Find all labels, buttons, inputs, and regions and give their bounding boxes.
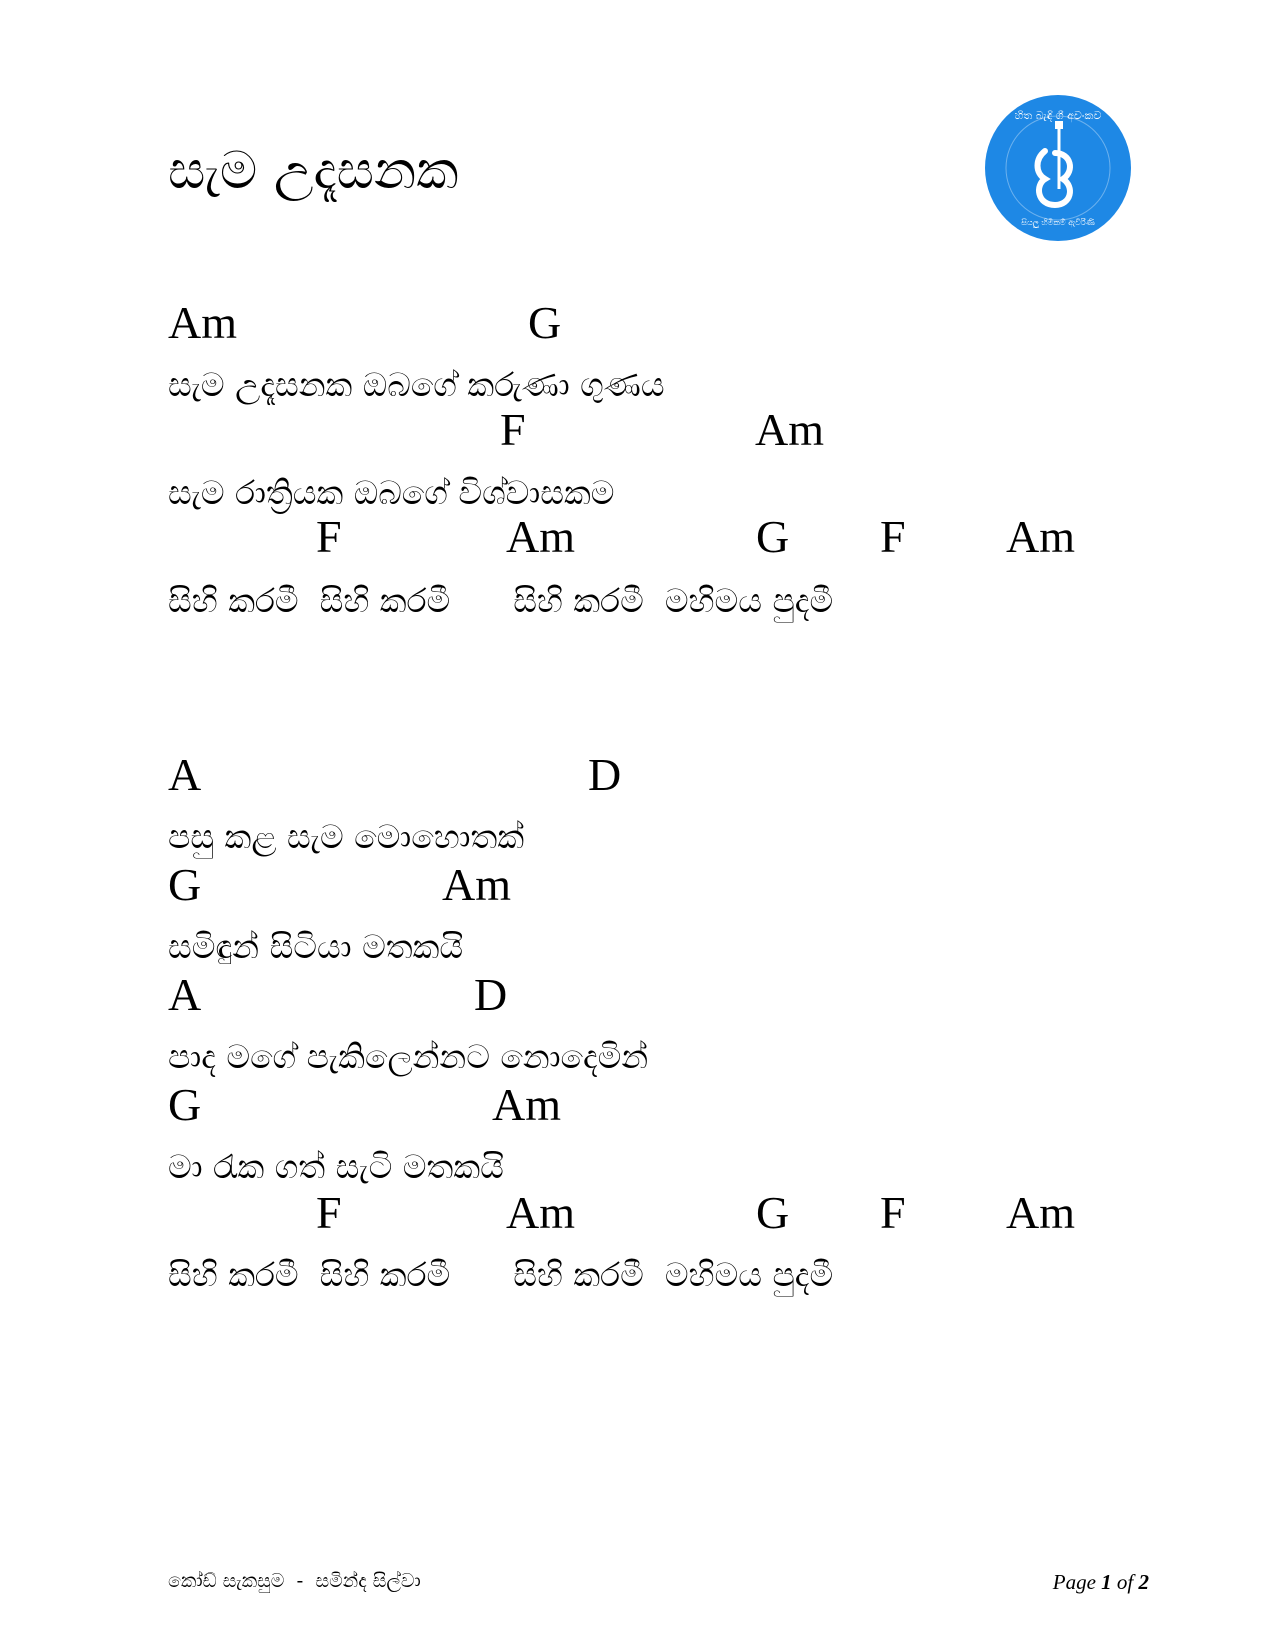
chord: Am xyxy=(1006,1187,1075,1238)
chord: G xyxy=(528,297,562,348)
chord: Am xyxy=(1006,511,1075,562)
page-total: 2 xyxy=(1138,1570,1149,1594)
chord: D xyxy=(588,749,622,800)
lyric-line: සිහි කරමී සිහි කරමී සිහි කරමී මහිමය පුදමී xyxy=(168,581,834,620)
chord: F xyxy=(316,1187,342,1238)
chord: F xyxy=(880,1187,906,1238)
chord: F xyxy=(880,511,906,562)
page-current: 1 xyxy=(1101,1570,1112,1594)
chord: A xyxy=(168,969,202,1020)
chord: F xyxy=(316,511,342,562)
chord: G xyxy=(756,1187,790,1238)
chord: Am xyxy=(442,859,511,910)
chord: Am xyxy=(506,511,575,562)
page-word: Page xyxy=(1052,1570,1096,1594)
lyric-line: සිහි කරමී සිහි කරමී සිහි කරමී මහිමය පුදමී xyxy=(168,1255,834,1294)
chord: Am xyxy=(168,297,237,348)
lyric-line: පසු කළ සැම මොහොතක් xyxy=(168,817,525,856)
svg-text:හිත බැඳි ගී අවංකව: හිත බැඳි ගී අවංකව xyxy=(1014,109,1102,122)
chord: D xyxy=(474,969,508,1020)
lyric-line: පාද මගේ පැකිලෙන්නට නොදෙමින් xyxy=(168,1037,649,1076)
footer-credit: කෝඩ් සැකසුම - සමින්ද සිල්වා xyxy=(168,1570,421,1592)
chord: A xyxy=(168,749,202,800)
lyric-line: මා රැක ගත් සැටි මතකයි xyxy=(168,1147,504,1186)
page-number xyxy=(1053,1570,1149,1595)
lyric-line: සැම උදෑසනක ඔබගේ කරුණා ගුණය xyxy=(168,365,665,404)
chord: G xyxy=(756,511,790,562)
chord: Am xyxy=(492,1079,561,1130)
chord: Am xyxy=(506,1187,575,1238)
lyric-line: සැම රාත්‍රියක ඔබගේ විශ්වාසකම xyxy=(168,473,615,512)
chord: G xyxy=(168,1079,202,1130)
chord: Am xyxy=(755,404,824,455)
chord: G xyxy=(168,859,202,910)
svg-text:සියලු හිමිකම් ඇවිරිණි: සියලු හිමිකම් ඇවිරිණි xyxy=(1021,218,1095,227)
of-word: of xyxy=(1116,1570,1134,1594)
lyric-line: සමිඳුන් සිටියා මතකයි xyxy=(168,927,464,966)
song-title: සැම උදෑසනක xyxy=(168,141,459,201)
guitar-logo xyxy=(983,93,1133,243)
chord: F xyxy=(500,404,526,455)
